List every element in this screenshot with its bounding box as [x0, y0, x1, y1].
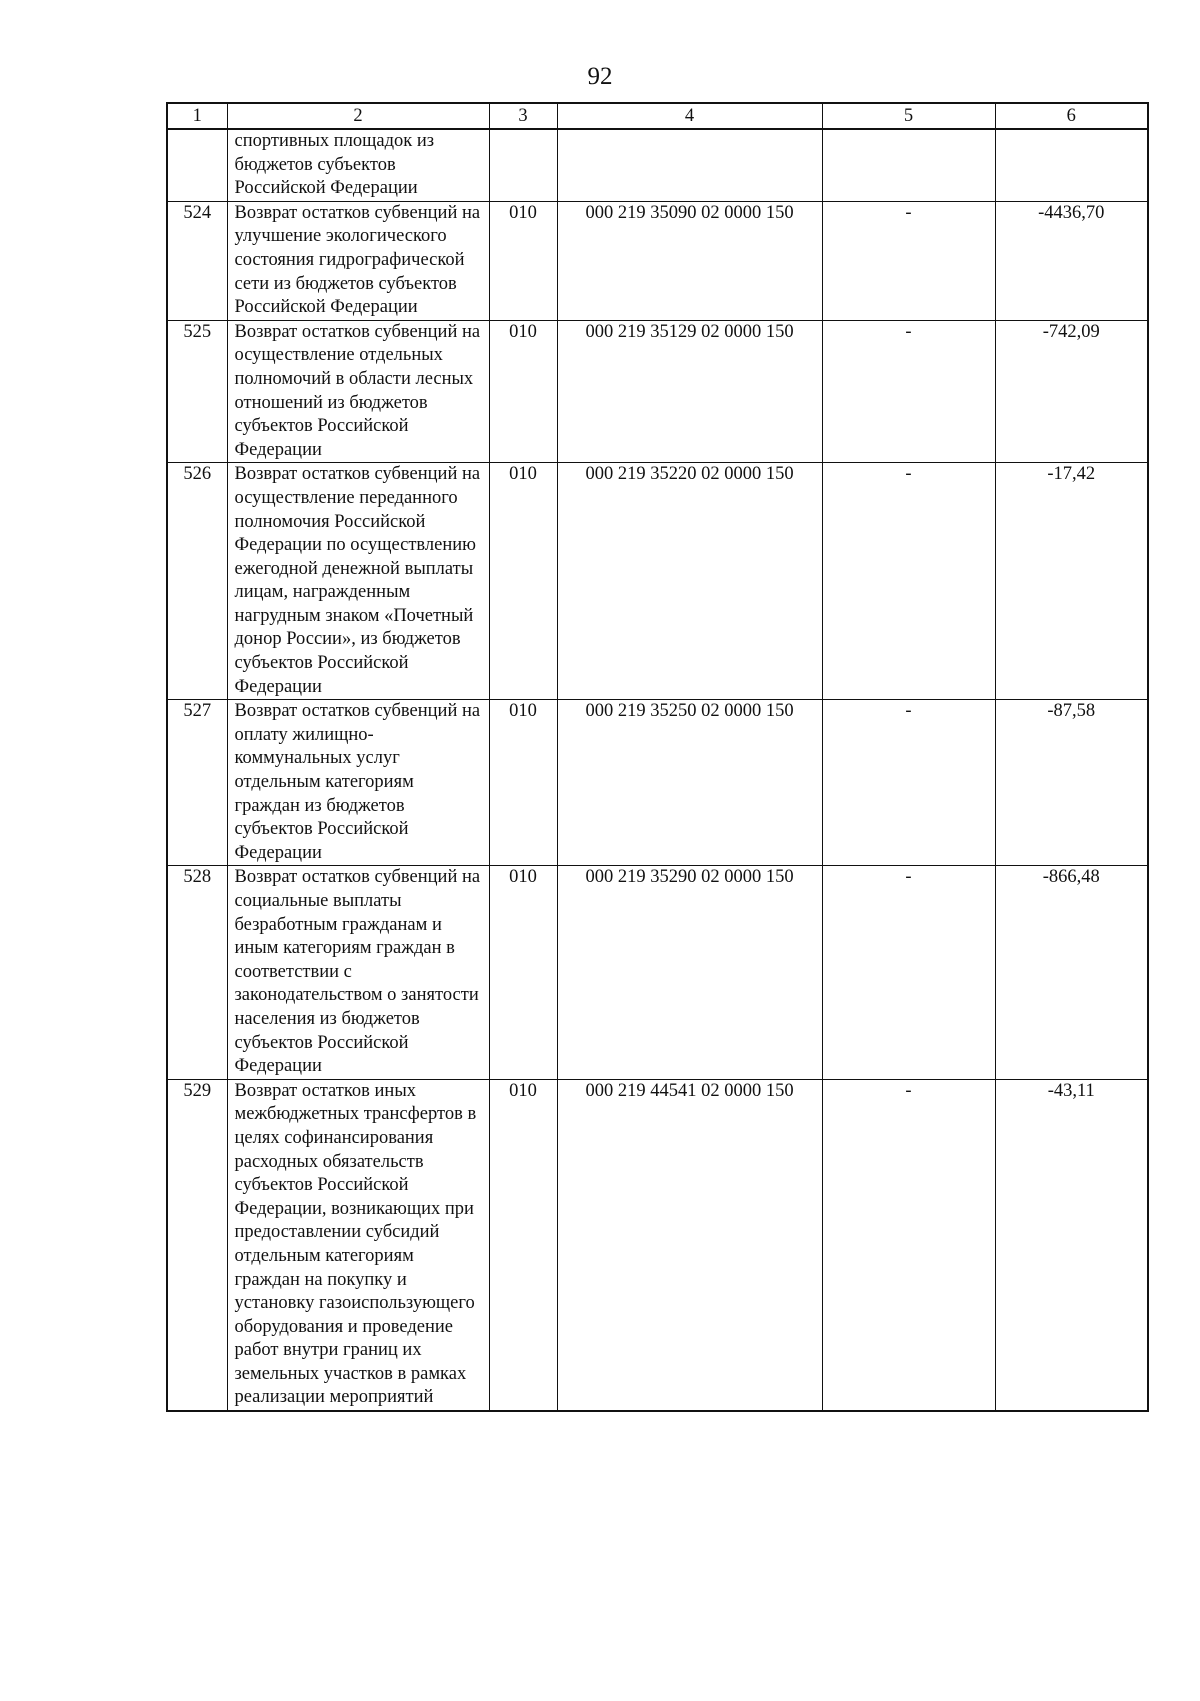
- row-number: [167, 129, 227, 201]
- column-header-5: 5: [822, 103, 995, 129]
- table-row: [167, 463, 1148, 700]
- row-admin-code: 010: [489, 463, 557, 700]
- row-column-5: -: [822, 1079, 995, 1411]
- row-name: спортивных площадок из бюджетов субъектов Российской Федерации: [227, 129, 489, 201]
- row-budget-code: 000 219 35220 02 0000 150: [557, 463, 822, 700]
- row-budget-code: [557, 129, 822, 201]
- column-header-1: 1: [167, 103, 227, 129]
- row-column-5: -: [822, 866, 995, 1079]
- row-column-5: -: [822, 201, 995, 320]
- row-name: Возврат остатков субвенций на осуществление отдельных полномочий в области лесных отношений из бюджетов субъектов Российской Федерации: [227, 320, 489, 463]
- column-header-3: 3: [489, 103, 557, 129]
- table-row: [167, 1079, 1148, 1411]
- row-budget-code: 000 219 35129 02 0000 150: [557, 320, 822, 463]
- header-row: [167, 103, 1148, 129]
- row-amount: -43,11: [995, 1079, 1148, 1411]
- row-number: 526: [167, 463, 227, 700]
- row-number: 528: [167, 866, 227, 1079]
- row-admin-code: 010: [489, 1079, 557, 1411]
- row-number: 525: [167, 320, 227, 463]
- table-row: [167, 201, 1148, 320]
- row-admin-code: 010: [489, 866, 557, 1079]
- column-header-6: 6: [995, 103, 1148, 129]
- row-admin-code: 010: [489, 700, 557, 866]
- column-header-2: 2: [227, 103, 489, 129]
- table-body: [167, 129, 1148, 1411]
- row-column-5: [822, 129, 995, 201]
- row-number: 524: [167, 201, 227, 320]
- row-number: 529: [167, 1079, 227, 1411]
- row-name: Возврат остатков субвенций на оплату жилищно-коммунальных услуг отдельным категориям граждан из бюджетов субъектов Российской Федерации: [227, 700, 489, 866]
- row-column-5: -: [822, 463, 995, 700]
- row-amount: -87,58: [995, 700, 1148, 866]
- row-number: 527: [167, 700, 227, 866]
- row-budget-code: 000 219 44541 02 0000 150: [557, 1079, 822, 1411]
- row-column-5: -: [822, 700, 995, 866]
- column-header-4: 4: [557, 103, 822, 129]
- row-admin-code: 010: [489, 201, 557, 320]
- row-column-5: -: [822, 320, 995, 463]
- row-admin-code: [489, 129, 557, 201]
- row-budget-code: 000 219 35090 02 0000 150: [557, 201, 822, 320]
- budget-table: [166, 102, 1149, 1412]
- table-header: [167, 103, 1148, 129]
- row-name: Возврат остатков субвенций на улучшение экологического состояния гидрографической сети из бюджетов субъектов Российской Федерации: [227, 201, 489, 320]
- row-admin-code: 010: [489, 320, 557, 463]
- row-name: Возврат остатков иных межбюджетных трансфертов в целях софинансирования расходных обязательств субъектов Российской Федерации, возникающих при предоставлении субсидий отдельным категориям граждан на покупку и установку газоиспользующего оборудования и проведение работ внутри границ их земельных участков в рамках реализации мероприятий: [227, 1079, 489, 1411]
- table-row: [167, 129, 1148, 201]
- row-amount: -866,48: [995, 866, 1148, 1079]
- row-name: Возврат остатков субвенций на осуществление переданного полномочия Российской Федерации по осуществлению ежегодной денежной выплаты лицам, награжденным нагрудным знаком «Почетный донор России», из бюджетов субъектов Российской Федерации: [227, 463, 489, 700]
- row-amount: -17,42: [995, 463, 1148, 700]
- row-amount: -742,09: [995, 320, 1148, 463]
- table-row: [167, 320, 1148, 463]
- table-row: [167, 700, 1148, 866]
- page-number: 92: [587, 63, 613, 90]
- row-amount: -4436,70: [995, 201, 1148, 320]
- row-budget-code: 000 219 35290 02 0000 150: [557, 866, 822, 1079]
- table-row: [167, 866, 1148, 1079]
- row-name: Возврат остатков субвенций на социальные выплаты безработным гражданам и иным категориям граждан в соответствии с законодательством о занятости населения из бюджетов субъектов Российской Федерации: [227, 866, 489, 1079]
- row-budget-code: 000 219 35250 02 0000 150: [557, 700, 822, 866]
- row-amount: [995, 129, 1148, 201]
